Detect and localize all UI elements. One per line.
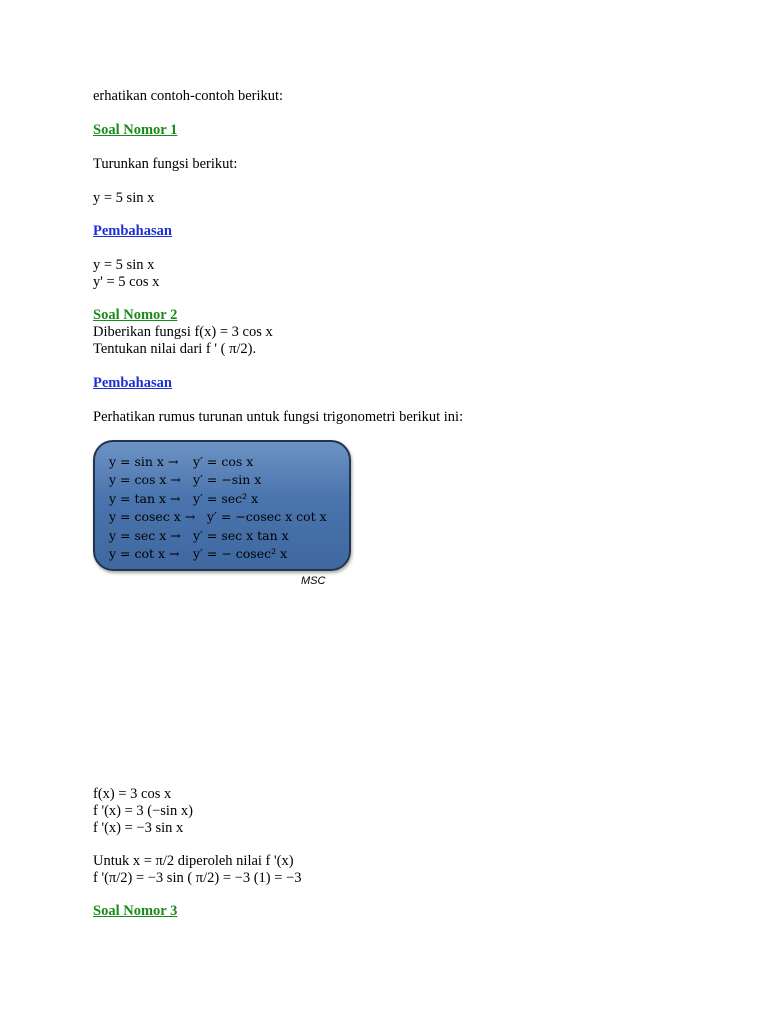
soal-2-line: Tentukan nilai dari f ' ( π/2). bbox=[93, 341, 257, 357]
formula-lhs: y = cot x → bbox=[109, 546, 180, 561]
soal-1-heading: Soal Nomor 1 bbox=[93, 122, 178, 138]
soal-2-line: Diberikan fungsi f(x) = 3 cos x bbox=[93, 324, 273, 340]
pembahasan-1-line: y' = 5 cos x bbox=[93, 274, 160, 290]
formula-lhs: y = tan x → bbox=[109, 491, 181, 506]
intro-text: erhatikan contoh-contoh berikut: bbox=[93, 88, 284, 104]
pembahasan-1-line: y = 5 sin x bbox=[93, 257, 155, 273]
solution-line: Untuk x = π/2 diperoleh nilai f '(x) bbox=[93, 853, 294, 869]
soal-2-heading: Soal Nomor 2 bbox=[93, 307, 178, 323]
formula-rhs: y′ = sec x tan x bbox=[193, 528, 289, 543]
solution-line: f '(x) = −3 sin x bbox=[93, 820, 184, 836]
solution-steps bbox=[93, 786, 193, 837]
solution-line: f(x) = 3 cos x bbox=[93, 786, 172, 802]
formula-rhs: y′ = cos x bbox=[193, 454, 254, 469]
derivative-formula-box bbox=[93, 440, 351, 571]
formula-rhs: y′ = −sin x bbox=[193, 472, 262, 487]
formula-lhs: y = sin x → bbox=[109, 454, 179, 469]
formula-rhs: y′ = − cosec² x bbox=[193, 546, 288, 561]
soal-3-heading: Soal Nomor 3 bbox=[93, 903, 178, 919]
soal-1-function: y = 5 sin x bbox=[93, 190, 155, 206]
pembahasan-2-intro: Perhatikan rumus turunan untuk fungsi trigonometri berikut ini: bbox=[93, 409, 464, 425]
pembahasan-1-heading: Pembahasan bbox=[93, 223, 172, 239]
soal-1-instruction: Turunkan fungsi berikut: bbox=[93, 156, 238, 172]
formula-lhs: y = cos x → bbox=[109, 472, 181, 487]
formula-rhs: y′ = sec² x bbox=[193, 491, 259, 506]
formula-lhs: y = sec x → bbox=[109, 528, 181, 543]
formula-lhs: y = cosec x → bbox=[109, 509, 196, 524]
msc-watermark: MSC bbox=[301, 575, 326, 587]
soal-2-body bbox=[93, 324, 273, 358]
solution-line: f '(x) = 3 (−sin x) bbox=[93, 803, 193, 819]
pembahasan-2-heading: Pembahasan bbox=[93, 375, 172, 391]
solution-line: f '(π/2) = −3 sin ( π/2) = −3 (1) = −3 bbox=[93, 870, 302, 886]
formula-rhs: y′ = −cosec x cot x bbox=[207, 509, 327, 524]
pembahasan-1-body bbox=[93, 257, 159, 291]
solution-evaluation bbox=[93, 853, 301, 887]
